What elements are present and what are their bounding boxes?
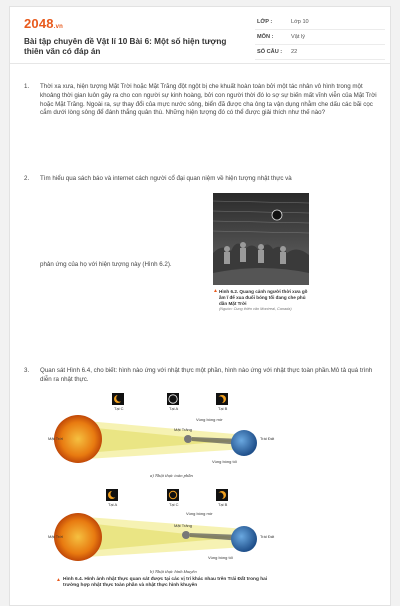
meta-label: LỚP : — [257, 19, 273, 25]
question-text: Thời xa xưa, hiện tượng Mặt Trời hoặc Mặt Trăng đột ngột bị che khuất hoàn toàn bởi một tác nhân vô hình trong một khoảng thời gian luôn gây ra cho con người sự kinh hoàng, bởi con người thời đó lo sợ sự biến mất vĩnh viễn của Mặt Trời hoặc Mặt Trăng. Ngoài ra, sự thay đổi của mực nước sông, biển đã được cha ông ta vận dụng nhằm che dấu các bãi cọc cắm dưới lòng sông để đánh thắng quân thù. Những hiện tượng đó có thể được giải thích như thế nào? — [40, 83, 377, 117]
meta-value: Lớp 10 — [291, 19, 309, 25]
umbra-label: Vùng bóng tối — [212, 459, 237, 464]
thumb-label: Tại C — [169, 502, 179, 507]
meta-label: SỐ CÂU : — [257, 49, 283, 55]
question-number: 1. — [24, 83, 30, 90]
question-text: Quan sát Hình 6.4, cho biết: hình nào ứng với nhật thực một phần, hình nào ứng với nhật thực toàn phần.Mô tả quá trình diễn ra nhật thực. — [40, 367, 373, 383]
figure-6-4-caption — [56, 577, 283, 590]
thumbnail-row-b — [106, 489, 228, 501]
thumb-label: Tại A — [108, 502, 118, 507]
earth-label: Trái Đất — [260, 436, 275, 441]
logo-text: 2048 — [24, 16, 54, 31]
thumb-label: Tại C — [114, 406, 124, 411]
moon-label: Mặt Trăng — [174, 523, 193, 528]
moon-icon — [184, 435, 192, 443]
caption-marker-icon: ▲ — [213, 288, 218, 294]
earth-icon — [231, 430, 257, 456]
moon-icon — [182, 531, 190, 539]
earth-label: Trái Đất — [260, 534, 275, 539]
page-title: Bài tập chuyên đề Vật lí 10 Bài 6: Một số hiện tượng thiên văn có đáp án — [24, 37, 227, 56]
question-number: 2. — [24, 175, 30, 182]
thumb-label: Tại A — [169, 406, 179, 411]
figure-caption — [213, 289, 309, 306]
earth-icon — [231, 526, 257, 552]
penumbra-label: Vùng bóng mờ — [196, 417, 223, 422]
document-page — [9, 6, 391, 606]
meta-value: Vật lý — [291, 34, 305, 40]
thumbnail-row-a — [112, 393, 228, 405]
subcaption-b: b) Nhật thực hình khuyên — [150, 569, 197, 574]
thumb-label: Tại B — [218, 406, 228, 411]
caption-marker-icon: ▲ — [56, 577, 61, 583]
meta-row-count — [255, 46, 385, 60]
site-logo[interactable] — [24, 16, 63, 31]
penumbra-label: Vùng bóng mờ — [186, 511, 213, 516]
eclipse-diagram — [46, 391, 286, 577]
meta-row-subject — [255, 31, 385, 45]
figure-6-2 — [213, 193, 309, 311]
figure-6-4 — [46, 391, 286, 582]
subcaption-a: a) Nhật thực toàn phần — [150, 473, 193, 478]
eclipse-engraving-image — [213, 193, 309, 285]
meta-label: MÔN : — [257, 34, 274, 40]
figure-source: (Nguồn: Cung thiên văn Montreal, Canada) — [219, 307, 292, 312]
umbra-label: Vùng bóng tối — [208, 555, 233, 560]
sun-label: Mặt Trời — [48, 436, 63, 441]
moon-label: Mặt Trăng — [174, 427, 193, 432]
question-text: Tìm hiểu qua sách báo và internet cách người cổ đại quan niệm về hiện tượng nhật thực và — [40, 175, 292, 182]
meta-value: 22 — [291, 49, 298, 55]
logo-suffix: .vn — [53, 24, 64, 30]
sun-label: Mặt Trời — [48, 534, 63, 539]
question-text-continued: phản ứng của họ với hiện tượng này (Hình 6.2). — [40, 261, 172, 268]
meta-table — [255, 16, 385, 61]
question-number: 3. — [24, 367, 30, 374]
caption-text: Hình 6.4. Hình ảnh nhật thực quan sát được tại các vị trí khác nhau trên Trái Đất trong hai trường hợp nhật thực toàn phần và nhật thực hình khuyên — [63, 577, 268, 589]
caption-text: Hình 6.2. Quang cảnh người thời xưa gõ ầm ĩ để xua đuổi bóng tối đang che phủ dần Mặt Trời — [219, 289, 308, 306]
meta-row-class — [255, 16, 385, 30]
doc-header — [10, 7, 390, 64]
thumb-label: Tại B — [218, 502, 228, 507]
